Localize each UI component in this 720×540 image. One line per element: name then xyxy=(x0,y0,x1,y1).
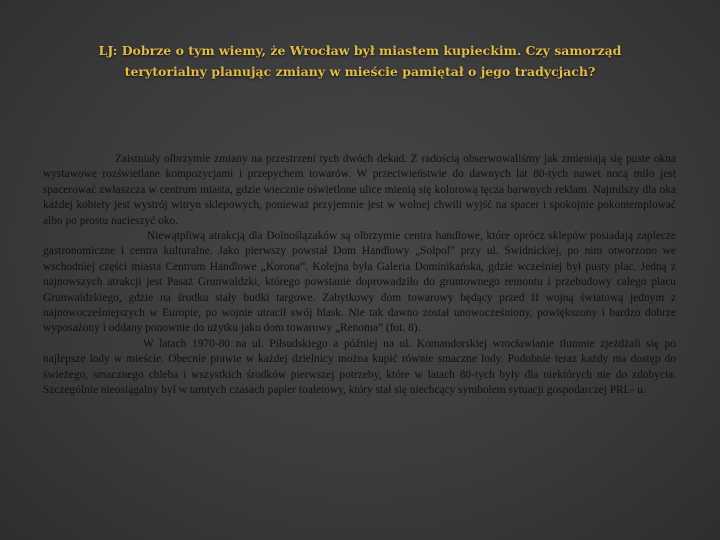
paragraph-1: Zaistniały olbrzymie zmiany na przestrzeni tych dwóch dekad. Z radością obserwowaliśmy jak zmieniają się puste okna wystawowe rozświetlane kompozycjami i przepychem towarów. W przeciwieństwie do dawnych lat 80-tych nawet nocą miło jest spacerować zwłaszcza w centrum miasta, gdzie wiecznie oświetlone ulice mienią się kolorową tęcza barwnych reklam. Najmilszy dla oka każdej kobiety jest wystrój witryn sklepowych, ponieważ przyjemnie jest w wolnej chwili wyjść na spacer i spokojnie pokontemplować albo po prostu nacieszyć oko. xyxy=(43,153,676,227)
slide-title: LJ: Dobrze o tym wiemy, że Wrocław był miastem kupieckim. Czy samorząd terytorialny planując zmiany w mieście pamiętał o jego tradycjach? xyxy=(98,43,622,79)
paragraph-3: W latach 1970-80 na ul. Piłsudskiego a później na ul. Komandorskiej wrocławianie tłumnie zjeżdżali się po najlepsze lody w mieście. Obecnie prawie w każdej dzielnicy można kupić równie smaczne lody. Podobnie teraz każdy ma dostęp do świeżego, smacznego chleba i wszystkich środków pierwszej potrzeby, które w latach 80-tych były dla niektórych nie do zdobycia. Szczególnie nieosiągalny był w tamtych czasach papier toaletowy, który stał się niechcący symbolem sytuacji gospodarczej PRL- u. xyxy=(43,337,676,397)
paragraph-2: Niewątpliwą atrakcją dla Dolnoślązaków są olbrzymie centra handlowe, które oprócz sklepów posiadają zaplecze gastronomiczne i centra kulturalne. Jako pierwszy powstał Dom Handlowy „Solpol” przy ul. Świdnickiej, po nim otworzono we wschodniej części miasta Centrum Handlowe „Korona”. Kolejna była Galeria Dominikańska, gdzie wcześniej był pusty plac. Jedną z najnowszych atrakcji jest Pasaż Grunwaldzki, którego powstanie doprowadziło do gruntownego remontu i przebudowy całego placu Grunwaldzkiego, gdzie na środku stały budki targowe. Zabytkowy dom towarowy będący przed II wojną światową jednym z najnowocześniejszych w Europie, po wojnie utracił swój blask. Nie tak dawno został unowocześniony, powiększony i bardzo dobrze wyposażony i oddany ponownie do użytku jako dom towarowy „Renoma” (fot. 8). xyxy=(43,230,676,335)
slide-body xyxy=(43,152,676,399)
